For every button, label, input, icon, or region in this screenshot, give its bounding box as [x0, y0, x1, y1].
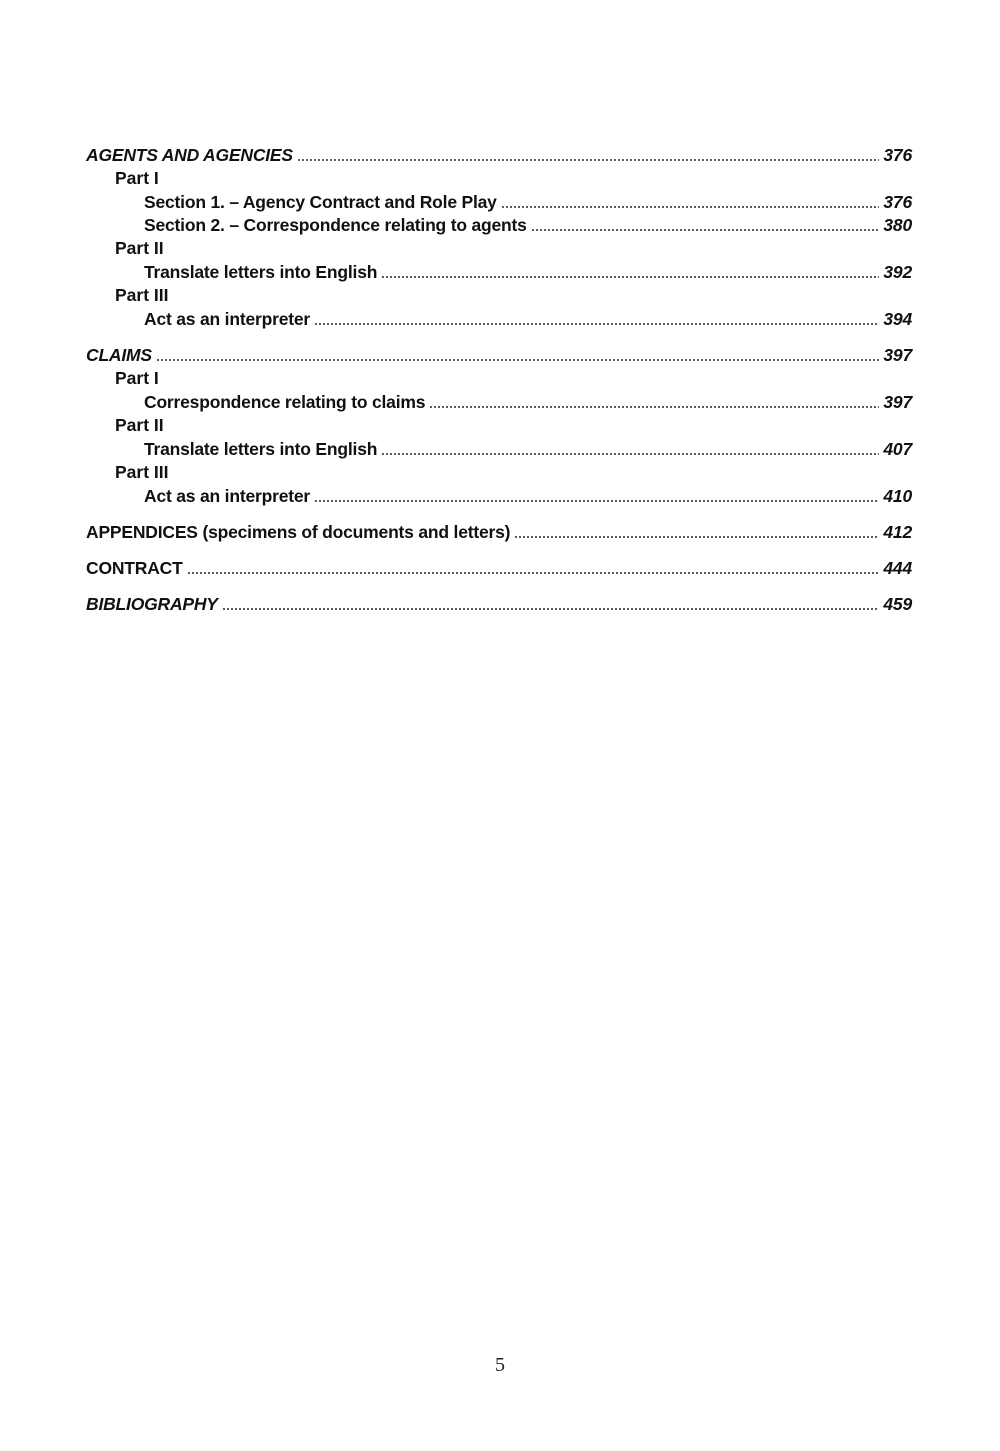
dot-leader	[381, 276, 879, 278]
dot-leader	[381, 453, 879, 455]
toc-entry-title: Section 2. – Correspondence relating to agents	[144, 215, 527, 235]
dot-leader	[314, 323, 879, 325]
toc-entry-interpreter-agents[interactable]	[144, 307, 912, 329]
toc-entry-title: CONTRACT	[86, 558, 183, 578]
page-number: 5	[495, 1354, 505, 1376]
toc-page-number: 444	[883, 558, 912, 578]
toc-part-heading: Part II	[115, 415, 164, 435]
toc-page-number: 397	[883, 392, 912, 412]
toc-page-number: 394	[883, 309, 912, 329]
toc-entry-agency-contract[interactable]	[144, 190, 912, 212]
toc-entry-title: CLAIMS	[86, 345, 152, 365]
toc-part-heading: Part II	[115, 238, 164, 258]
dot-leader	[429, 406, 879, 408]
toc-page-number: 412	[883, 522, 912, 542]
toc-entry-agents-and-agencies[interactable]	[86, 143, 912, 165]
toc-page-number: 407	[883, 439, 912, 459]
toc-entry-title: Act as an interpreter	[144, 486, 310, 506]
toc-entry-title: Translate letters into English	[144, 439, 378, 459]
dot-leader	[314, 500, 879, 502]
toc-entry-title: Section 1. – Agency Contract and Role Play	[144, 192, 497, 212]
toc-entry-appendices[interactable]	[86, 520, 912, 542]
dot-leader	[222, 608, 880, 610]
toc-entry-title: Translate letters into English	[144, 262, 378, 282]
toc-entry-contract[interactable]	[86, 556, 912, 578]
toc-entry-title: Correspondence relating to claims	[144, 392, 426, 412]
toc-entry-translate-agents[interactable]	[144, 260, 912, 282]
toc-entry-correspondence-agents[interactable]	[144, 213, 912, 235]
toc-entry-claims[interactable]	[86, 343, 912, 365]
toc-entry-title: BIBLIOGRAPHY	[86, 594, 218, 614]
toc-entry-title: Act as an interpreter	[144, 309, 310, 329]
dot-leader	[501, 206, 880, 208]
toc-page-number: 459	[883, 594, 912, 614]
dot-leader	[297, 159, 880, 161]
toc-entry-translate-claims[interactable]	[144, 437, 912, 459]
toc-part-heading: Part III	[115, 462, 169, 482]
dot-leader	[531, 229, 880, 231]
toc-entry-correspondence-claims[interactable]	[144, 390, 912, 412]
toc-entry-bibliography[interactable]	[86, 592, 912, 614]
toc-entry-title: AGENTS AND AGENCIES	[86, 145, 293, 165]
toc-entry-title: APPENDICES (specimens of documents and letters)	[86, 522, 511, 542]
toc-page-number: 397	[883, 345, 912, 365]
toc-entry-interpreter-claims[interactable]	[144, 484, 912, 506]
toc-part-heading: Part III	[115, 285, 169, 305]
dot-leader	[156, 359, 880, 361]
toc-page-number: 376	[883, 145, 912, 165]
dot-leader	[514, 536, 879, 538]
toc-page-number: 410	[883, 486, 912, 506]
dot-leader	[187, 572, 880, 574]
toc-part-heading: Part I	[115, 368, 159, 388]
toc-page-number: 376	[883, 192, 912, 212]
toc-page-number: 392	[883, 262, 912, 282]
toc-part-heading: Part I	[115, 168, 159, 188]
toc-page-number: 380	[883, 215, 912, 235]
